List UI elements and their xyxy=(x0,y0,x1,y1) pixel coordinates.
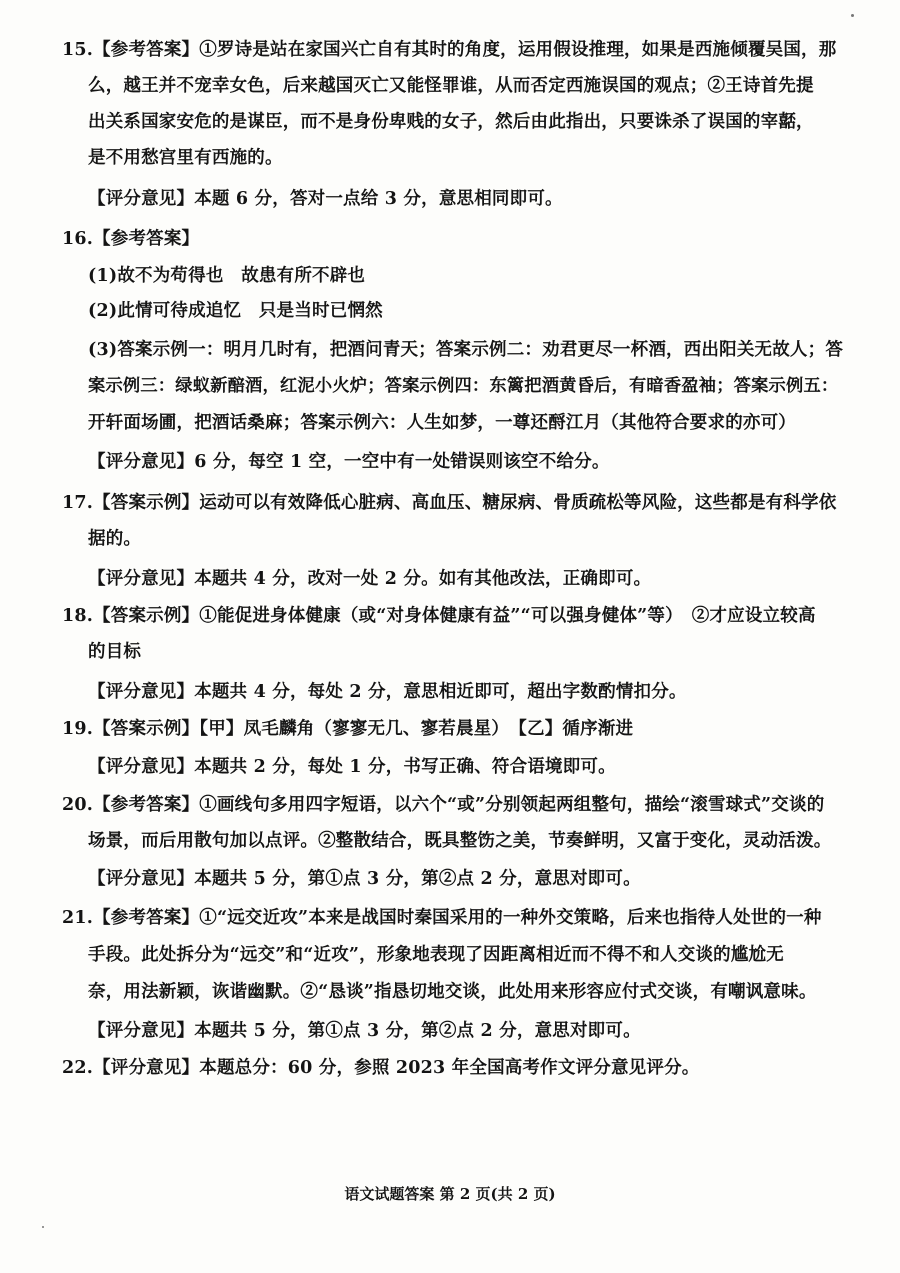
item-18-line-2: 的目标 xyxy=(88,642,142,662)
item-16-sub-2: (2)此情可待成追忆 只是当时已惘然 xyxy=(88,301,383,321)
item-16-sub-5: 开轩面场圃，把酒话桑麻；答案示例六：人生如梦，一尊还酹江月（其他符合要求的亦可） xyxy=(88,413,796,433)
item-19-line-1: 19.【答案示例】【甲】凤毛麟角（寥寥无几、寥若晨星） 【乙】循序渐进 xyxy=(62,719,634,739)
item-21-scoring: 【评分意见】本题共 5 分，第①点 3 分，第②点 2 分，意思对即可。 xyxy=(88,1021,641,1041)
item-15-scoring: 【评分意见】本题 6 分，答对一点给 3 分，意思相同即可。 xyxy=(88,189,563,209)
item-15-line-1: 15.【参考答案】①罗诗是站在家国兴亡自有其时的角度，运用假设推理，如果是西施倾覆吴国，那 xyxy=(62,40,837,60)
item-16-scoring: 【评分意见】6 分，每空 1 空，一空中有一处错误则该空不给分。 xyxy=(88,452,610,472)
item-17-line-1: 17.【答案示例】运动可以有效降低心脏病、高血压、糖尿病、骨质疏松等风险，这些都是有科学依 xyxy=(62,493,837,513)
item-22-line-1: 22.【评分意见】本题总分：60 分，参照 2023 年全国高考作文评分意见评分。 xyxy=(62,1058,700,1078)
item-15-line-4: 是不用愁宫里有西施的。 xyxy=(88,148,283,168)
item-20-line-2: 场景，而后用散句加以点评。②整散结合，既具整饬之美，节奏鲜明，又富于变化，灵动活泼。 xyxy=(88,831,832,851)
item-17-scoring: 【评分意见】本题共 4 分，改对一处 2 分。如有其他改法，正确即可。 xyxy=(88,569,652,589)
item-20-line-1: 20.【参考答案】①画线句多用四字短语，以六个“或”分别领起两组整句，描绘“滚雪球式”交谈的 xyxy=(62,795,825,815)
item-21-line-2: 手段。此处拆分为“远交”和“近攻”，形象地表现了因距离相近而不得不和人交谈的尴尬无 xyxy=(88,945,784,965)
item-17-line-2: 据的。 xyxy=(88,529,142,549)
item-20-scoring: 【评分意见】本题共 5 分，第①点 3 分，第②点 2 分，意思对即可。 xyxy=(88,869,641,889)
item-16-sub-1: (1)故不为苟得也 故患有所不辟也 xyxy=(88,266,366,286)
item-18-line-1: 18.【答案示例】①能促进身体健康（或“对身体健康有益”“可以强身健体”等） ②才应设立较高 xyxy=(62,606,816,626)
item-15-line-3: 出关系国家安危的是谋臣，而不是身份卑贱的女子，然后由此指出，只要诛杀了误国的宰嚭， xyxy=(88,112,814,132)
item-21-line-1: 21.【参考答案】①“远交近攻”本来是战国时秦国采用的一种外交策略，后来也指待人处世的一种 xyxy=(62,908,822,928)
item-15-line-2: 么，越王并不宠幸女色，后来越国灭亡又能怪罪谁，从而否定西施误国的观点；②王诗首先提 xyxy=(88,76,814,96)
page-footer: 语文试题答案 第 2 页(共 2 页) xyxy=(344,1185,556,1203)
item-21-line-3: 奈，用法新颖，诙谐幽默。②“恳谈”指恳切地交谈，此处用来形容应付式交谈，有嘲讽意味。 xyxy=(88,982,817,1002)
item-16-header: 16.【参考答案】 xyxy=(62,229,200,249)
scan-artifact-dot xyxy=(851,14,854,17)
item-19-scoring: 【评分意见】本题共 2 分，每处 1 分，书写正确、符合语境即可。 xyxy=(88,757,616,777)
scan-artifact-dot xyxy=(42,1226,44,1228)
item-18-scoring: 【评分意见】本题共 4 分，每处 2 分，意思相近即可，超出字数酌情扣分。 xyxy=(88,682,687,702)
item-16-sub-3: (3)答案示例一：明月几时有，把酒问青天；答案示例二：劝君更尽一杯酒，西出阳关无故人；答 xyxy=(88,340,844,360)
item-16-sub-4: 案示例三：绿蚁新醅酒，红泥小火炉；答案示例四：东篱把酒黄昏后，有暗香盈袖；答案示例五： xyxy=(88,376,839,396)
